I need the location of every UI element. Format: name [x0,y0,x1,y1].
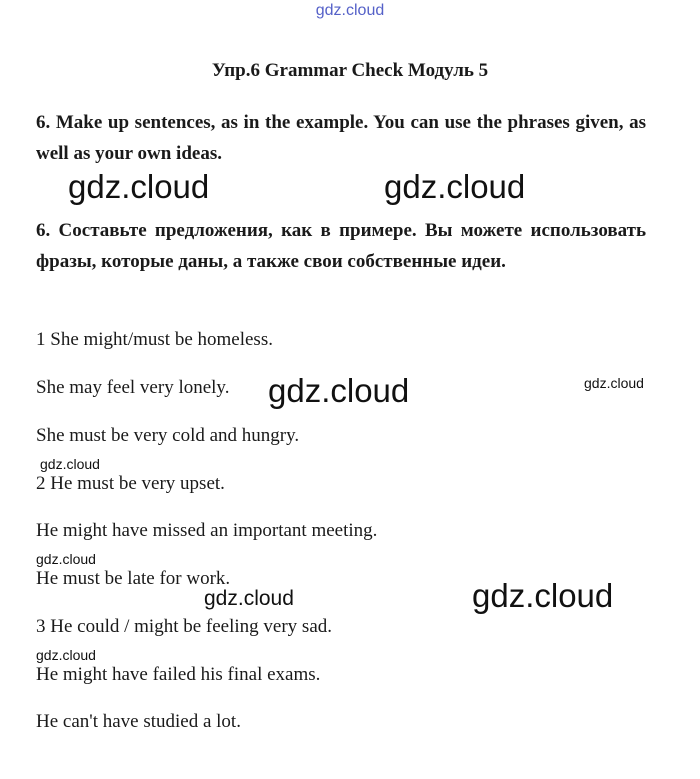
answer-line: She may feel very lonely. [36,377,230,398]
task-russian: 6. Составьте предложения, как в примере. Вы можете использовать фразы, которые даны, а также свои собственные идеи. [36,220,646,272]
watermark-small: gdz.cloud [36,551,96,567]
answer-line: He must be late for work. [36,568,231,589]
task-english: 6. Make up sentences, as in the example. You can use the phrases given, as well as your own ideas. [36,112,646,164]
page-title: Упр.6 Grammar Check Модуль 5 [211,60,489,81]
answer-line: He might have failed his final exams. [36,664,321,685]
watermark-large: gdz.cloud [268,372,410,409]
watermark-large: gdz.cloud [384,168,526,205]
watermark-large: gdz.cloud [472,577,614,614]
watermark-medium: gdz.cloud [204,587,294,610]
answer-line: She must be very cold and hungry. [36,425,300,446]
answer-line: 1 She might/must be homeless. [36,329,273,350]
answer-line: 3 He could / might be feeling very sad. [36,616,333,637]
answer-line: 2 He must be very upset. [36,473,225,494]
answer-line: He might have missed an important meeting. [36,520,378,541]
watermark-small: gdz.cloud [36,647,96,663]
top-watermark: gdz.cloud [315,2,385,19]
watermark-small: gdz.cloud [40,456,100,472]
watermark-large: gdz.cloud [68,168,210,205]
watermark-small: gdz.cloud [584,375,644,391]
answer-line: He can't have studied a lot. [36,711,241,732]
